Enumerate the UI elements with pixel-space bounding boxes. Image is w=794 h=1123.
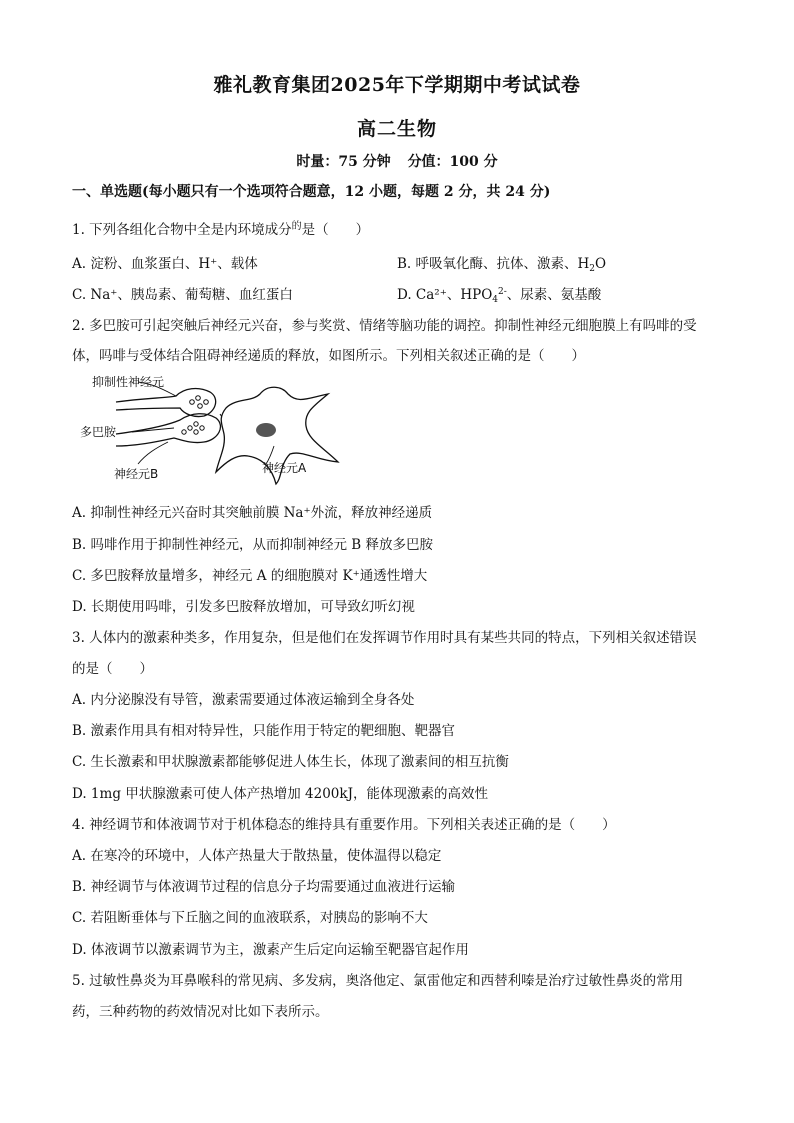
q2-stem-line2: 体，吗啡与受体结合阻碍神经递质的释放，如图所示。下列相关叙述正确的是（ ） (72, 348, 585, 364)
q2-option-a: A. 抑制性神经元兴奋时其突触前膜 Na⁺外流，释放神经递质 (72, 505, 433, 521)
neuron-a-nucleus (256, 423, 276, 437)
q1-option-b-sub: 2 (589, 264, 596, 274)
leader-neuron-b (138, 442, 168, 464)
dopamine-vesicle (194, 422, 198, 426)
vesicle (196, 396, 201, 401)
label-neuron-a: 神经元A (262, 461, 307, 475)
q1-option-d (397, 285, 601, 305)
q2-stem-line1: 2. 多巴胺可引起突触后神经元兴奋，参与奖赏、情绪等脑功能的调控。抑制性神经元细胞膜上有吗啡的受 (72, 318, 697, 334)
label-dopamine: 多巴胺 (80, 425, 117, 439)
q5-stem-line2: 药，三种药物的药效情况对比如下表所示。 (72, 1004, 329, 1020)
q3-option-a: A. 内分泌腺没有导管，激素需要通过体液运输到全身各处 (72, 692, 415, 708)
exam-title: 雅礼教育集团2025年下学期期中考试试卷 (213, 74, 581, 96)
q1-option-d-sup: 2- (498, 287, 507, 297)
dopamine-vesicle (188, 426, 192, 430)
q3-option-d: D. 1mg 甲状腺激素可使人体产热增加 4200kJ，能体现激素的高效性 (72, 786, 488, 802)
vesicle (204, 400, 209, 405)
q3-option-b: B. 激素作用具有相对特异性，只能作用于特定的靶细胞、靶器官 (72, 723, 456, 739)
q5-stem-line1: 5. 过敏性鼻炎为耳鼻喉科的常见病、多发病，奥洛他定、氯雷他定和西替利嗪是治疗过敏性鼻炎的常用 (72, 973, 684, 989)
q1-option-d-end: 、尿素、氨基酸 (506, 287, 602, 303)
q1-stem-mark: 的 (291, 221, 302, 232)
q2-option-c: C. 多巴胺释放量增多，神经元 A 的细胞膜对 K⁺通透性增大 (72, 568, 428, 584)
dopamine-vesicle (200, 426, 204, 430)
inhibitory-neuron-terminal (116, 389, 216, 417)
q1-option-d-text: D. Ca²⁺、HPO (397, 287, 493, 303)
q4-stem: 4. 神经调节和体液调节对于机体稳态的维持具有重要作用。下列相关表述正确的是（ ） (72, 817, 616, 833)
q1-stem (72, 220, 369, 240)
q4-option-d: D. 体液调节以激素调节为主，激素产生后定向运输至靶器官起作用 (72, 942, 469, 958)
section-heading: 一、单选题(每小题只有一个选项符合题意，12 小题，每题 2 分，共 24 分) (72, 184, 551, 200)
q1-stem-end: 是（ ） (301, 222, 370, 238)
q1-option-c: C. Na⁺、胰岛素、葡萄糖、血红蛋白 (72, 287, 293, 303)
total-score: 分值：100 分 (407, 154, 498, 170)
neuron-diagram (76, 368, 346, 486)
exam-meta (0, 151, 794, 171)
subject-title: 高二生物 (356, 118, 437, 140)
q1-option-b-end: O (595, 256, 607, 272)
vesicle (190, 400, 195, 405)
dopamine-vesicle (194, 430, 198, 434)
vesicle (198, 404, 203, 409)
q3-option-c: C. 生长激素和甲状腺激素都能够促进人体生长，体现了激素间的相互抗衡 (72, 754, 509, 770)
label-inhibitory-neuron: 抑制性神经元 (92, 375, 165, 389)
q4-option-b: B. 神经调节与体液调节过程的信息分子均需要通过血液进行运输 (72, 879, 456, 895)
q3-stem-line2: 的是（ ） (72, 661, 153, 677)
label-neuron-b: 神经元B (114, 467, 159, 481)
q1-option-d-sub: 4 (492, 295, 498, 305)
q1-option-b (397, 254, 606, 274)
q2-option-d: D. 长期使用吗啡，引发多巴胺释放增加，可导致幻听幻视 (72, 599, 415, 615)
q3-stem-line1: 3. 人体内的激素种类多，作用复杂，但是他们在发挥调节作用时具有某些共同的特点，下列相关叙述错误 (72, 630, 697, 646)
q1-option-b-text: B. 呼吸氧化酶、抗体、激素、H (397, 256, 590, 272)
dopamine-vesicle (182, 430, 186, 434)
q1-stem-text: 1. 下列各组化合物中全是内环境成分 (72, 222, 292, 238)
q4-option-a: A. 在寒冷的环境中，人体产热量大于散热量，使体温得以稳定 (72, 848, 442, 864)
time-limit: 时量：75 分钟 (296, 154, 391, 170)
neuron-b-terminal (116, 414, 220, 446)
q1-option-a: A. 淀粉、血浆蛋白、H⁺、载体 (72, 256, 258, 272)
q4-option-c: C. 若阻断垂体与下丘脑之间的血液联系，对胰岛的影响不大 (72, 910, 428, 926)
neuron-diagram-svg (76, 368, 346, 486)
q2-option-b: B. 吗啡作用于抑制性神经元，从而抑制神经元 B 释放多巴胺 (72, 537, 434, 553)
